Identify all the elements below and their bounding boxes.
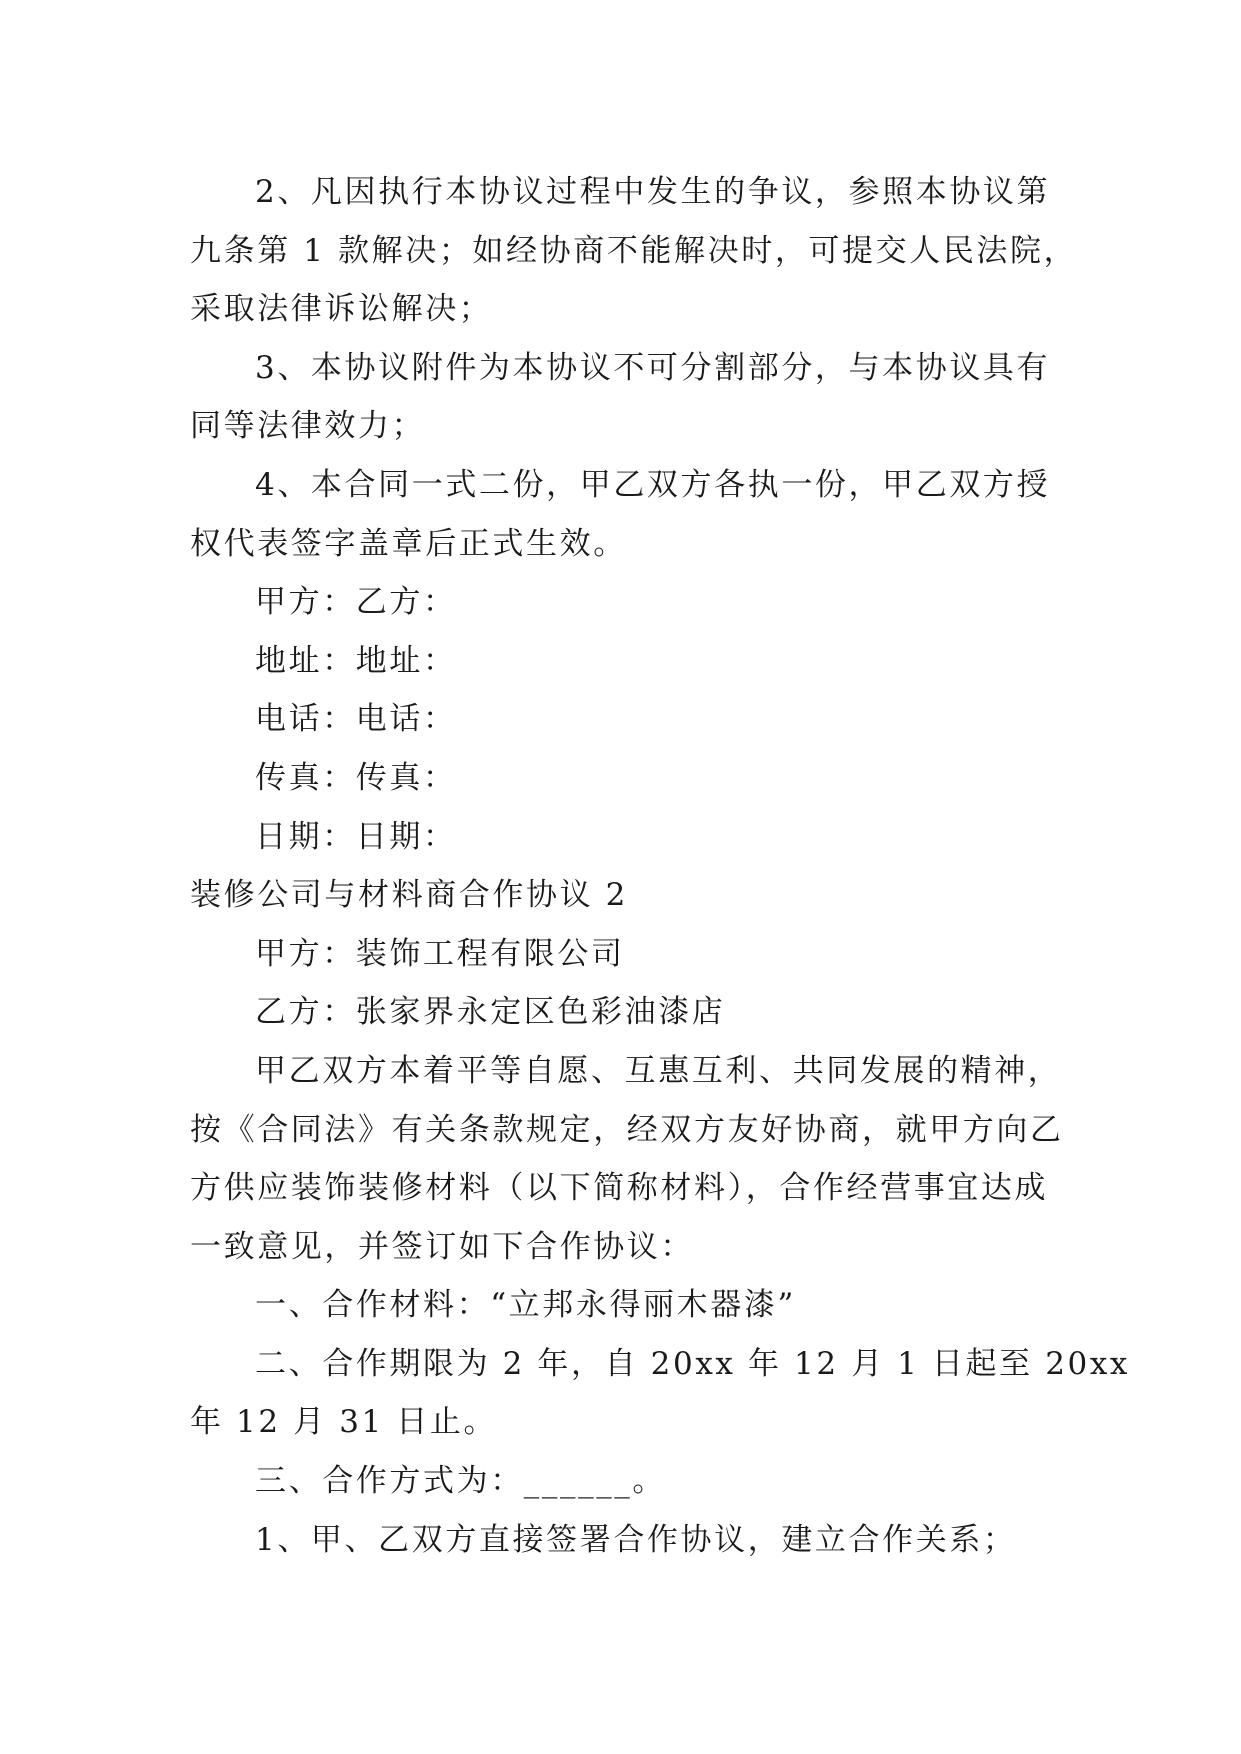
clause-3-line-2: 同等法律效力； bbox=[190, 408, 426, 445]
document-body bbox=[190, 163, 1131, 1569]
clause-4-line-1: 4、本合同一式二份，甲乙双方各执一份，甲乙双方授 bbox=[255, 466, 1051, 503]
party-b-line: 乙方：张家界永定区色彩油漆店 bbox=[255, 994, 726, 1031]
preamble-line-3: 方供应装饰装修材料（以下简称材料），合作经营事宜达成 bbox=[190, 1170, 1049, 1207]
preamble-line-4: 一致意见，并签订如下合作协议： bbox=[190, 1228, 694, 1265]
clause-2-line-3: 采取法律诉讼解决； bbox=[190, 291, 493, 328]
clause-2-line-1: 2、凡因执行本协议过程中发生的争议，参照本协议第 bbox=[255, 174, 1051, 210]
clause-2-line-2: 九条第 1 款解决；如经协商不能解决时，可提交人民法院， bbox=[190, 232, 1078, 269]
signature-address-line: 地址：地址： bbox=[255, 642, 457, 679]
signature-fax-line: 传真：传真： bbox=[255, 759, 457, 796]
signature-phone-line: 电话：电话： bbox=[255, 701, 457, 738]
article-3-item-1-line: 1、甲、乙双方直接签署合作协议，建立合作关系； bbox=[255, 1521, 1017, 1558]
clause-4-line-2: 权代表签字盖章后正式生效。 bbox=[190, 525, 627, 562]
signature-party-line: 甲方：乙方： bbox=[255, 584, 457, 621]
preamble-line-1: 甲乙双方本着平等自愿、互惠互利、共同发展的精神， bbox=[255, 1052, 1062, 1089]
article-2-line-2: 年 12 月 31 日止。 bbox=[190, 1404, 498, 1441]
clause-3-line-1: 3、本协议附件为本协议不可分割部分，与本协议具有 bbox=[255, 349, 1051, 386]
article-3-line: 三、合作方式为：______。 bbox=[255, 1463, 666, 1500]
party-a-line: 甲方：装饰工程有限公司 bbox=[255, 935, 625, 972]
section-title: 装修公司与材料商合作协议 2 bbox=[190, 877, 628, 914]
article-1-line: 一、合作材料：“立邦永得丽木器漆” bbox=[255, 1287, 796, 1324]
preamble-line-2: 按《合同法》有关条款规定，经双方友好协商，就甲方向乙 bbox=[190, 1111, 1064, 1148]
article-2-line-1: 二、合作期限为 2 年，自 20xx 年 12 月 1 日起至 20xx bbox=[255, 1345, 1131, 1382]
signature-date-line: 日期：日期： bbox=[255, 818, 457, 855]
